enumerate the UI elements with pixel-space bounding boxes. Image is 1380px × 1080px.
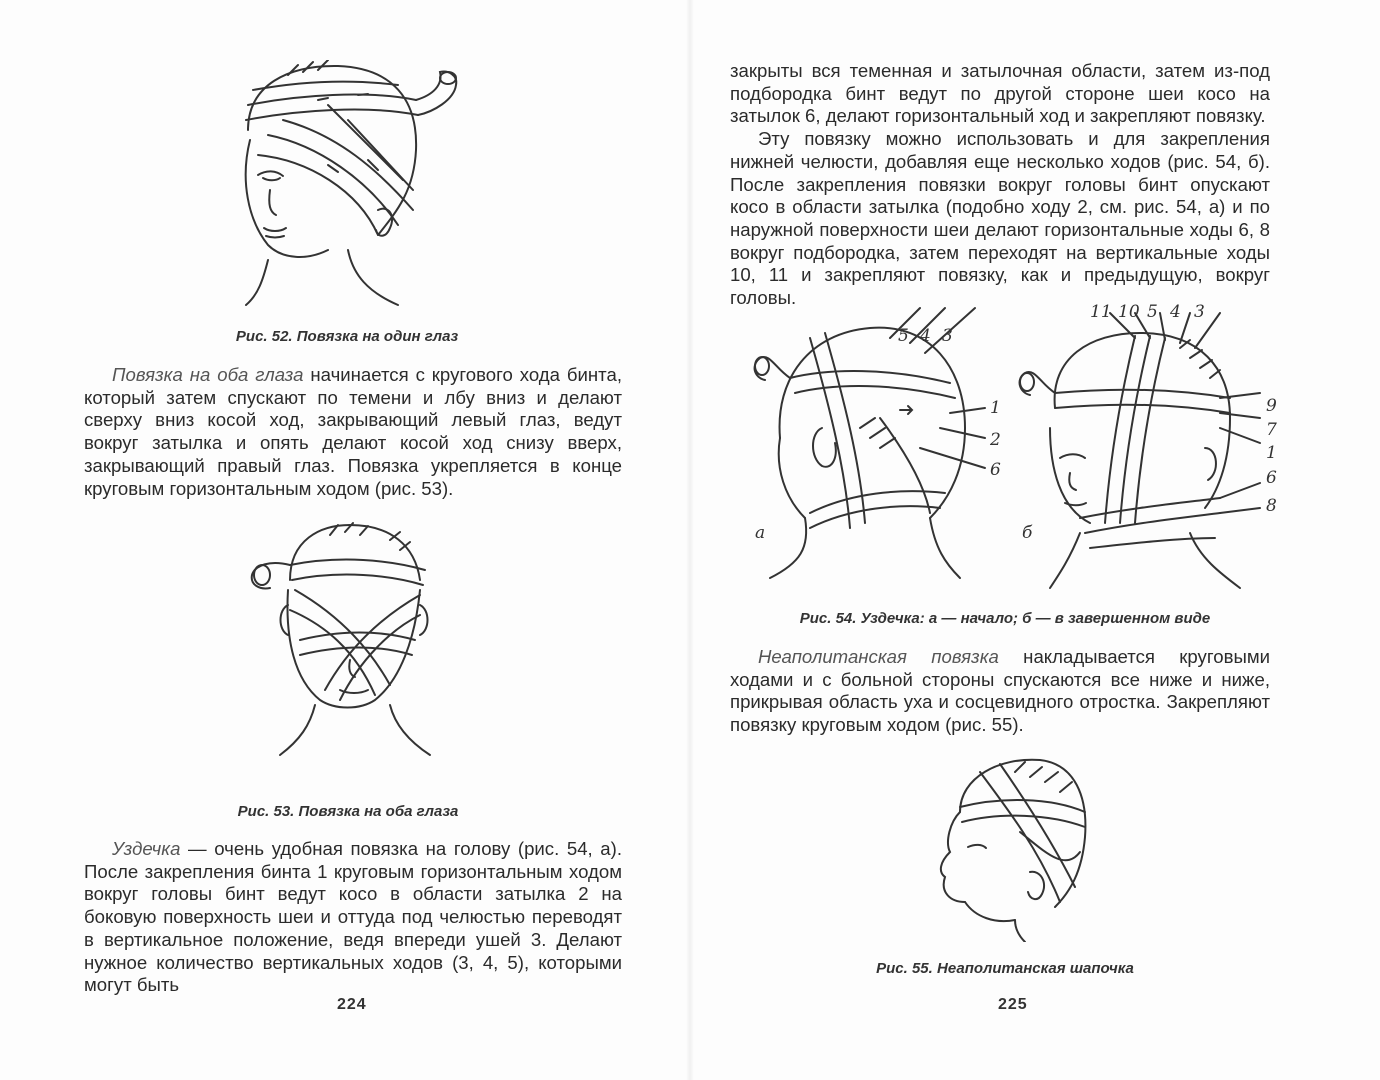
figure-54b-label: б <box>1022 523 1033 543</box>
figure-52-caption: Рис. 52. Повязка на один глаз <box>235 328 459 345</box>
figure-54-caption: Рис. 54. Уздечка: а — начало; б — в завершенном виде <box>799 610 1211 627</box>
figure-54b-number-8: 8 <box>1266 496 1277 516</box>
right-paragraph-3 <box>730 646 1270 737</box>
left-paragraph-1-text: начинается с кругового хода бинта, который затем спускают по темени и лбу вниз и делают сверху вниз косой ход, закрывающий левый глаз, ведут вокруг затылка и опять делают косой ход снизу вверх, закрывающий правый глаз. Повязка укрепляется в конце круговым горизонтальным ходом (рис. 53). <box>84 364 622 499</box>
figure-54b-number-4: 4 <box>1170 302 1181 322</box>
figure-54a-number-1: 1 <box>990 398 1001 418</box>
bridle-bandage-drawing <box>750 298 1290 593</box>
figure-54b-number-7: 7 <box>1266 420 1277 440</box>
term-neapolitan-bandage: Неаполитанская повязка <box>758 646 999 667</box>
figure-54a-number-5: 5 <box>898 326 909 346</box>
right-page <box>690 0 1380 1080</box>
figure-53-illustration <box>240 520 456 758</box>
left-paragraph-2-text: — очень удобная повязка на голову (рис. 54, а). После закрепления бинта 1 круговым горизонтальным ходом вокруг головы бинт ведут косо в области затылка 2 на боковую поверхность шеи и оттуда под челюстью переводят в вертикальное положение, ведя впереди ушей 3. Делают нужное количество вертикальных ходов (3, 4, 5), которыми могут быть <box>84 838 622 996</box>
figure-54b-number-5: 5 <box>1147 302 1158 322</box>
figure-54b-number-1: 1 <box>1266 443 1277 463</box>
page-number-left: 224 <box>337 996 367 1013</box>
right-paragraph-1 <box>730 60 1270 310</box>
figure-55-caption: Рис. 55. Неаполитанская шапочка <box>876 960 1134 977</box>
figure-54a-number-6: 6 <box>990 460 1001 480</box>
figure-54b-number-9: 9 <box>1266 396 1277 416</box>
figure-54b-number-10: 10 <box>1118 302 1140 322</box>
both-eyes-bandage-drawing <box>240 520 456 758</box>
figure-52-illustration <box>228 60 480 308</box>
figure-54-illustration <box>750 298 1290 593</box>
page-number-right: 225 <box>998 996 1028 1013</box>
figure-54b-number-3: 3 <box>1194 302 1205 322</box>
figure-54a-number-3: 3 <box>942 326 953 346</box>
left-paragraph-1 <box>84 364 622 500</box>
figure-54a-label: а <box>755 523 766 543</box>
figure-53-caption: Рис. 53. Повязка на оба глаза <box>237 803 459 820</box>
figure-54b-number-11: 11 <box>1090 302 1112 322</box>
figure-55-illustration <box>920 752 1090 942</box>
one-eye-bandage-drawing <box>228 60 480 308</box>
figure-54b-number-6: 6 <box>1266 468 1277 488</box>
right-paragraph-1-text: закрыты вся теменная и затылочная области, затем из-под подбородка бинт ведут по другой стороне шеи косо на затылок 6, делают горизонтальный ход и закрепляют повязку. <box>730 60 1270 127</box>
term-bridle-bandage: Уздечка <box>112 838 181 859</box>
left-paragraph-2 <box>84 838 622 997</box>
right-paragraph-3-text: накладывается круговыми ходами и с больной стороны спускаются все ниже и ниже, прикрывая область уха и сосцевидного отростка. Закрепляют повязку круговым ходом (рис. 55). <box>730 646 1270 736</box>
figure-54a-number-4: 4 <box>920 326 931 346</box>
right-paragraph-2-text: Эту повязку можно использовать и для закрепления нижней челюсти, добавляя еще несколько ходов (рис. 54, б). После закрепления повязки вокруг головы бинт опускают косо в области затылка (подобно ходу 2, см. рис. 54, а) и по наружной поверхности шеи делают горизонтальные ходы 6, 8 вокруг подбородка, затем переходят на вертикальные ходы 10, 11 и закрепляют повязку, как и предыдущую, вокруг головы. <box>730 128 1270 309</box>
neapolitan-cap-drawing <box>920 752 1090 942</box>
term-both-eyes-bandage: Повязка на оба глаза <box>112 364 304 385</box>
figure-54a-number-2: 2 <box>990 430 1001 450</box>
